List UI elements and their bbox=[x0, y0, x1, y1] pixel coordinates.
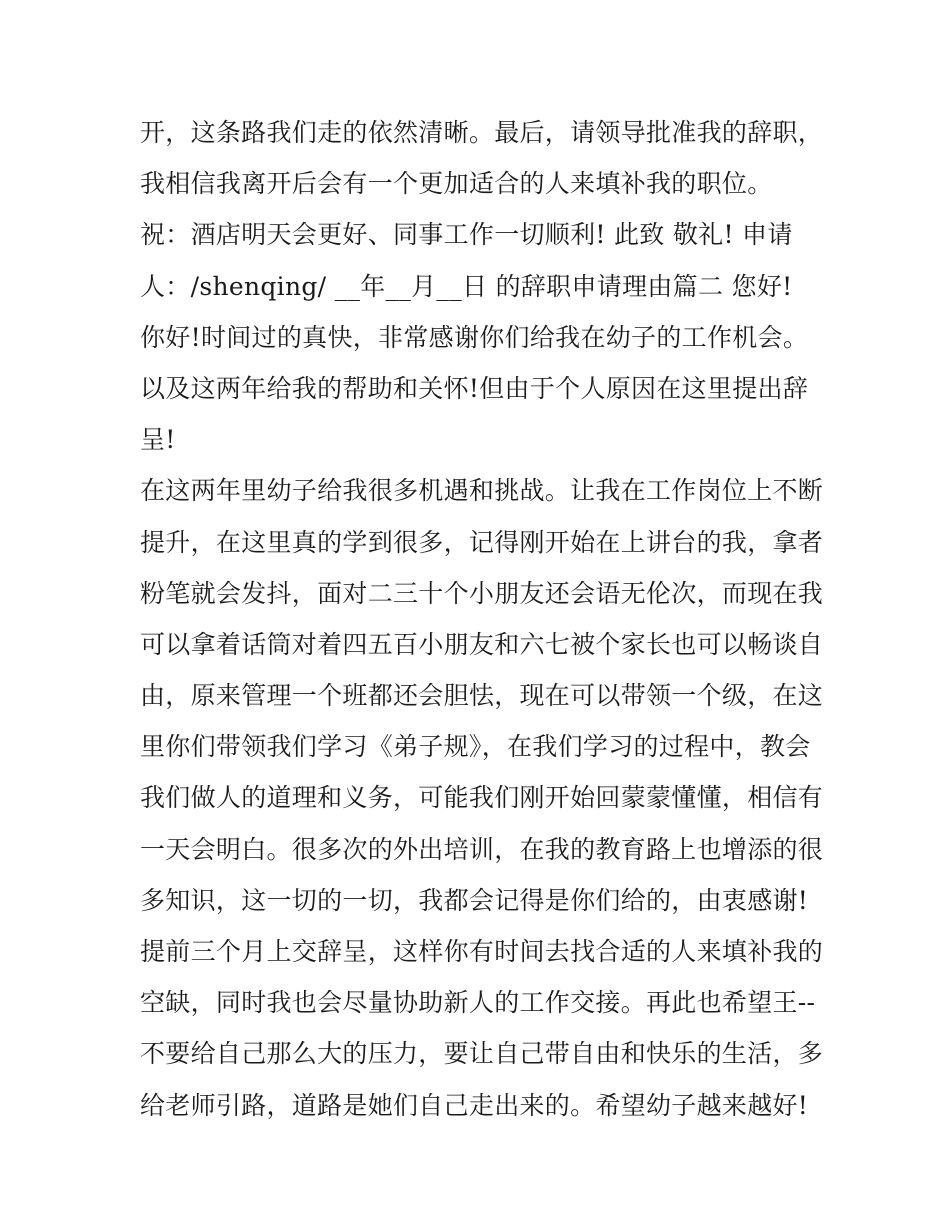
text-line: 提前三个月上交辞呈，这样你有时间去找合适的人来填补我的 bbox=[140, 937, 824, 966]
text-line: 里你们带领我们学习《弟子规》，在我们学习的过程中，教会 bbox=[140, 732, 811, 762]
text-line: 由，原来管理一个班都还会胆怯，现在可以带领一个级，在这 bbox=[140, 681, 824, 711]
text-line: 祝：酒店明天会更好、同事工作一切顺利! 此致 敬礼! 申请 bbox=[140, 220, 793, 250]
text-line: 我相信我离开后会有一个更加适合的人来填补我的职位。 bbox=[140, 169, 773, 199]
text-line: 给老师引路，道路是她们自己走出来的。希望幼子越来越好! bbox=[140, 1090, 809, 1120]
text-line: 一天会明白。很多次的外出培训，在我的教育路上也增添的很 bbox=[140, 834, 824, 864]
document-body bbox=[140, 107, 824, 1131]
text-line: 多知识，这一切的一切，我都会记得是你们给的，由衷感谢! bbox=[140, 885, 809, 915]
text-line: 以及这两年给我的帮助和关怀!但由于个人原因在这里提出辞 bbox=[140, 373, 809, 403]
text-line: 可以拿着话筒对着四五百小朋友和六七被个家长也可以畅谈自 bbox=[140, 629, 824, 659]
text-line: 空缺，同时我也会尽量协助新人的工作交接。再此也希望王-- bbox=[140, 988, 816, 1018]
text-line: 人：/shenqing/ __年__月__日 的辞职申请理由篇二 您好! bbox=[140, 271, 793, 301]
text-line: 你好!时间过的真快，非常感谢你们给我在幼子的工作机会。 bbox=[140, 322, 809, 352]
text-line: 提升，在这里真的学到很多，记得刚开始在上讲台的我，拿者 bbox=[140, 527, 824, 557]
text-line: 开，这条路我们走的依然清晰。最后，请领导批准我的辞职， bbox=[140, 118, 824, 147]
text-line: 粉笔就会发抖，面对二三十个小朋友还会语无伦次，而现在我 bbox=[140, 578, 824, 608]
text-line: 在这两年里幼子给我很多机遇和挑战。让我在工作岗位上不断 bbox=[140, 476, 824, 506]
text-line: 呈! bbox=[140, 425, 176, 455]
text-line: 我们做人的道理和义务，可能我们刚开始回蒙蒙懂懂，相信有 bbox=[140, 783, 824, 813]
text-line: 不要给自己那么大的压力，要让自己带自由和快乐的生活，多 bbox=[140, 1039, 824, 1069]
